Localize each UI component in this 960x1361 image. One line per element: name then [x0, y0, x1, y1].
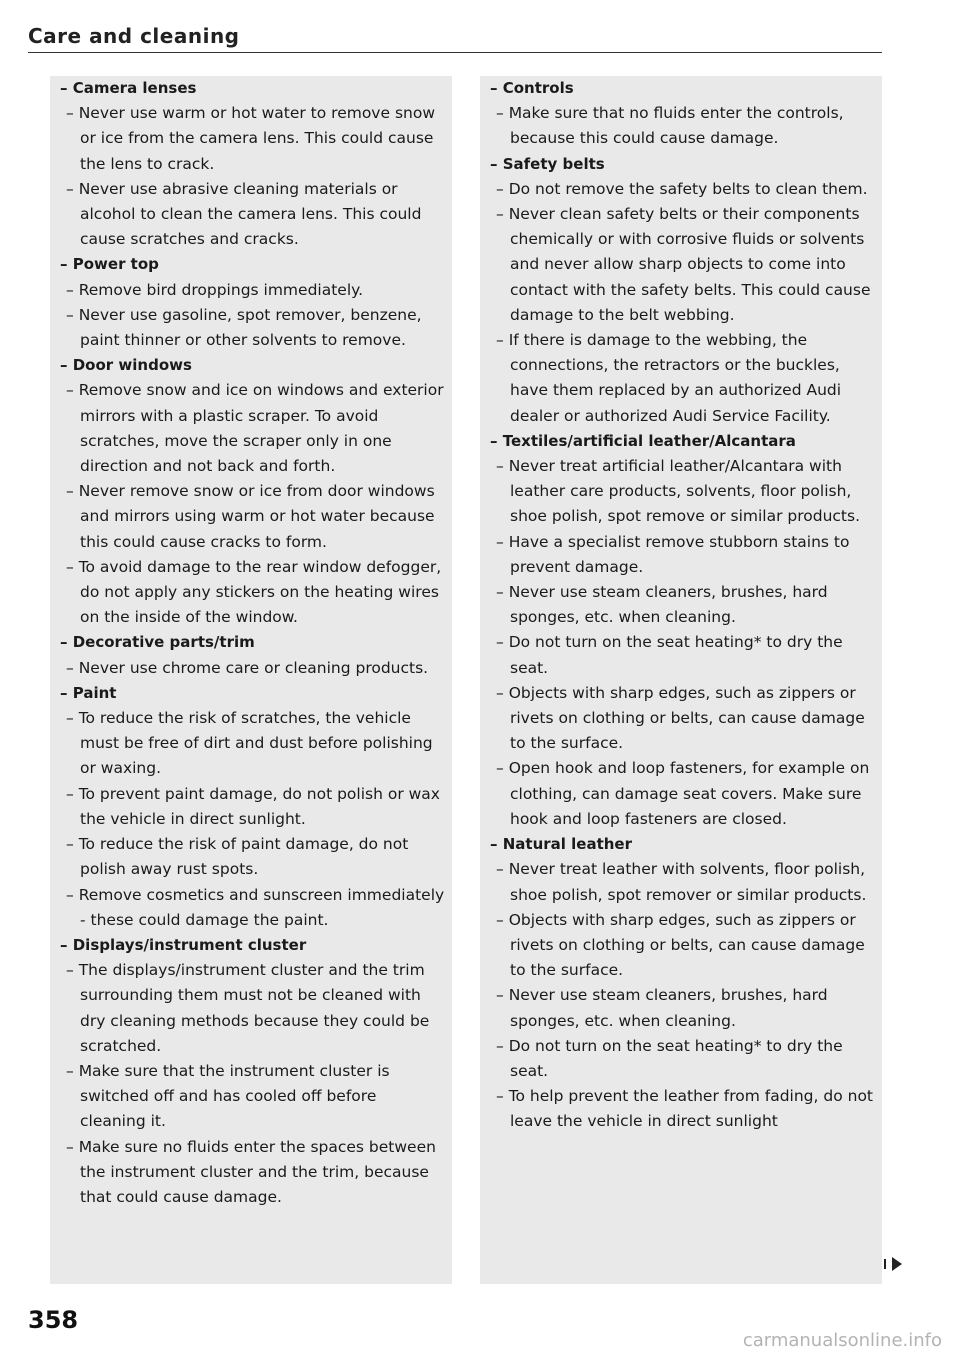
dash-bullet: –: [496, 759, 509, 778]
dash-bullet: –: [66, 885, 79, 904]
section-item-list: [480, 454, 882, 832]
section-item-list: [50, 378, 452, 630]
list-item: [50, 883, 452, 933]
section-item-list: [50, 278, 452, 354]
list-item: [480, 454, 882, 530]
list-item-text: Do not turn on the seat heating* to dry the seat.: [508, 1036, 843, 1080]
dash-bullet: –: [60, 356, 73, 375]
list-item: [50, 656, 452, 681]
section-title: [480, 76, 882, 101]
list-item-text: Make sure no fluids enter the spaces between the instrument cluster and the trim, because that could cause damage.: [78, 1137, 436, 1206]
care-section: [50, 76, 452, 252]
list-item-text: The displays/instrument cluster and the trim surrounding them must not be cleaned with dry cleaning methods because they could be scratched.: [78, 961, 430, 1055]
dash-bullet: –: [66, 784, 79, 803]
list-item: [50, 706, 452, 782]
list-item-text: Never treat artificial leather/Alcantara with leather care products, solvents, floor polish, shoe polish, spot remove or similar products.: [508, 457, 861, 526]
list-item-text: Make sure that the instrument cluster is switched off and has cooled off before cleaning it.: [78, 1061, 390, 1131]
list-item-text: Objects with sharp edges, such as zippers or rivets on clothing or belts, can cause damage to the surface.: [508, 910, 865, 980]
list-item: [480, 908, 882, 984]
section-title: [50, 353, 452, 378]
dash-bullet: –: [496, 179, 509, 198]
list-item: [50, 378, 452, 479]
section-title: [50, 933, 452, 958]
list-item: [480, 530, 882, 580]
list-item: [50, 1135, 452, 1211]
dash-bullet: –: [66, 961, 79, 980]
list-item: [50, 782, 452, 832]
list-item-text: To prevent paint damage, do not polish or wax the vehicle in direct sunlight.: [78, 784, 440, 828]
dash-bullet: –: [496, 860, 509, 879]
list-item-text: Never use steam cleaners, brushes, hard sponges, etc. when cleaning.: [508, 583, 828, 627]
list-item-text: Never clean safety belts or their components chemically or with corrosive fluids or solvents and never allow sharp objects to come into contact with the safety belts. This could cause damage to the belt webbing.: [508, 205, 871, 324]
list-item: [50, 958, 452, 1059]
dash-bullet: –: [66, 381, 79, 400]
list-item-text: Remove snow and ice on windows and exterior mirrors with a plastic scraper. To avoid scratches, move the scraper only in one direction and not back and forth.: [78, 381, 444, 476]
list-item: [50, 555, 452, 631]
section-item-list: [480, 177, 882, 429]
right-column: [480, 76, 882, 1284]
list-item: [50, 101, 452, 177]
dash-bullet: –: [66, 179, 79, 198]
section-title-text: Safety belts: [502, 154, 605, 173]
care-section: [50, 681, 452, 933]
list-item-text: Never treat leather with solvents, floor polish, shoe polish, spot remover or similar products.: [508, 860, 867, 904]
list-item-text: To reduce the risk of scratches, the vehicle must be free of dirt and dust before polishing or waxing.: [78, 709, 433, 778]
list-item-text: Never use abrasive cleaning materials or alcohol to clean the camera lens. This could cause scratches and cracks.: [78, 179, 422, 249]
list-item: [480, 756, 882, 832]
list-item: [480, 681, 882, 757]
section-title-text: Textiles/artificial leather/Alcantara: [502, 431, 796, 450]
list-item-text: Never use steam cleaners, brushes, hard sponges, etc. when cleaning.: [508, 986, 828, 1030]
care-section: [50, 630, 452, 680]
care-section: [50, 252, 452, 353]
list-item: [480, 328, 882, 429]
section-title: [480, 429, 882, 454]
dash-bullet: –: [66, 1061, 79, 1080]
dash-bullet: –: [66, 482, 79, 501]
dash-bullet: –: [66, 557, 79, 576]
left-column: [50, 76, 452, 1284]
section-title: [50, 76, 452, 101]
section-title: [50, 252, 452, 277]
dash-bullet: –: [496, 532, 509, 551]
dash-bullet: –: [60, 935, 73, 954]
section-title-text: Decorative parts/trim: [72, 633, 255, 652]
list-item-text: Remove bird droppings immediately.: [78, 280, 364, 299]
list-item-text: To reduce the risk of paint damage, do not polish away rust spots.: [78, 835, 409, 879]
section-title-text: Paint: [72, 683, 117, 702]
dash-bullet: –: [66, 104, 79, 123]
list-item-text: Never use chrome care or cleaning products.: [78, 658, 429, 677]
list-item-text: Never use gasoline, spot remover, benzene, paint thinner or other solvents to remove.: [78, 305, 422, 350]
list-item: [480, 630, 882, 680]
dash-bullet: –: [496, 1036, 509, 1055]
care-section: [50, 933, 452, 1210]
dash-bullet: –: [496, 683, 509, 702]
dash-bullet: –: [496, 910, 509, 929]
section-title-text: Power top: [72, 255, 159, 274]
section-title-text: Displays/instrument cluster: [72, 935, 307, 954]
dash-bullet: –: [66, 709, 79, 728]
list-item: [50, 1059, 452, 1135]
dash-bullet: –: [496, 104, 509, 123]
dash-bullet: –: [496, 205, 509, 224]
section-title: [480, 832, 882, 857]
list-item-text: Do not turn on the seat heating* to dry the seat.: [508, 633, 843, 677]
section-title-text: Controls: [502, 79, 574, 97]
care-section: [50, 353, 452, 630]
dash-bullet: –: [496, 633, 509, 652]
list-item: [50, 832, 452, 882]
section-title: [50, 681, 452, 706]
dash-bullet: –: [496, 1087, 509, 1106]
dash-bullet: –: [490, 154, 503, 173]
list-item-text: To avoid damage to the rear window defogger, do not apply any stickers on the heating wires on the inside of the window.: [78, 557, 442, 627]
dash-bullet: –: [60, 633, 73, 652]
list-item-text: Open hook and loop fasteners, for example on clothing, can damage seat covers. Make sure hook and loop fasteners are closed.: [508, 759, 870, 828]
list-item: [50, 303, 452, 353]
section-title-text: Door windows: [72, 356, 192, 375]
section-title: [50, 630, 452, 655]
dash-bullet: –: [496, 331, 509, 350]
dash-bullet: –: [66, 1137, 79, 1156]
care-section: [480, 832, 882, 1134]
left-section-list: [50, 76, 452, 1210]
dash-bullet: –: [66, 835, 79, 854]
list-item: [480, 857, 882, 907]
section-item-list: [480, 857, 882, 1134]
section-item-list: [480, 101, 882, 151]
dash-bullet: –: [490, 835, 503, 854]
section-item-list: [50, 958, 452, 1210]
list-item: [480, 202, 882, 328]
care-section: [480, 152, 882, 429]
list-item: [480, 101, 882, 151]
dash-bullet: –: [66, 305, 79, 324]
continue-arrow-icon: [892, 1257, 902, 1271]
section-item-list: [50, 101, 452, 252]
dash-bullet: –: [60, 79, 73, 97]
section-title-text: Camera lenses: [72, 79, 197, 97]
list-item-text: Make sure that no fluids enter the controls, because this could cause damage.: [508, 104, 844, 148]
list-item-text: Never remove snow or ice from door windows and mirrors using warm or hot water because this could cause cracks to form.: [78, 482, 435, 551]
dash-bullet: –: [496, 986, 509, 1005]
list-item: [480, 580, 882, 630]
dash-bullet: –: [496, 583, 509, 602]
list-item: [50, 479, 452, 555]
header-divider: [28, 52, 882, 53]
list-item-text: Objects with sharp edges, such as zippers or rivets on clothing or belts, can cause damage to the surface.: [508, 683, 865, 753]
dash-bullet: –: [60, 255, 73, 274]
page-number: 358: [28, 1306, 79, 1334]
dash-bullet: –: [490, 431, 503, 450]
page-header-title: Care and cleaning: [28, 24, 240, 48]
dash-bullet: –: [490, 79, 503, 97]
dash-bullet: –: [496, 457, 509, 476]
watermark: carmanualsonline.info: [742, 1330, 942, 1351]
list-item: [50, 278, 452, 303]
list-item: [480, 1034, 882, 1084]
section-item-list: [50, 656, 452, 681]
list-item: [480, 177, 882, 202]
list-item: [480, 983, 882, 1033]
list-item: [480, 1084, 882, 1134]
list-item-text: To help prevent the leather from fading, do not leave the vehicle in direct sunlight: [508, 1087, 873, 1131]
care-section: [480, 76, 882, 152]
dash-bullet: –: [60, 683, 73, 702]
list-item-text: Do not remove the safety belts to clean them.: [508, 179, 868, 198]
section-title-text: Natural leather: [502, 835, 632, 854]
list-item-text: Remove cosmetics and sunscreen immediately - these could damage the paint.: [78, 885, 445, 929]
right-section-list: [480, 76, 882, 1135]
list-item-text: If there is damage to the webbing, the connections, the retractors or the buckles, have them replaced by an authorized Audi dealer or authorized Audi Service Facility.: [508, 331, 842, 425]
dash-bullet: –: [66, 280, 79, 299]
care-section: [480, 429, 882, 832]
list-item-text: Have a specialist remove stubborn stains to prevent damage.: [508, 532, 850, 576]
section-title: [480, 152, 882, 177]
section-item-list: [50, 706, 452, 933]
list-item: [50, 177, 452, 253]
dash-bullet: –: [66, 658, 79, 677]
list-item-text: Never use warm or hot water to remove snow or ice from the camera lens. This could cause the lens to crack.: [78, 104, 436, 173]
